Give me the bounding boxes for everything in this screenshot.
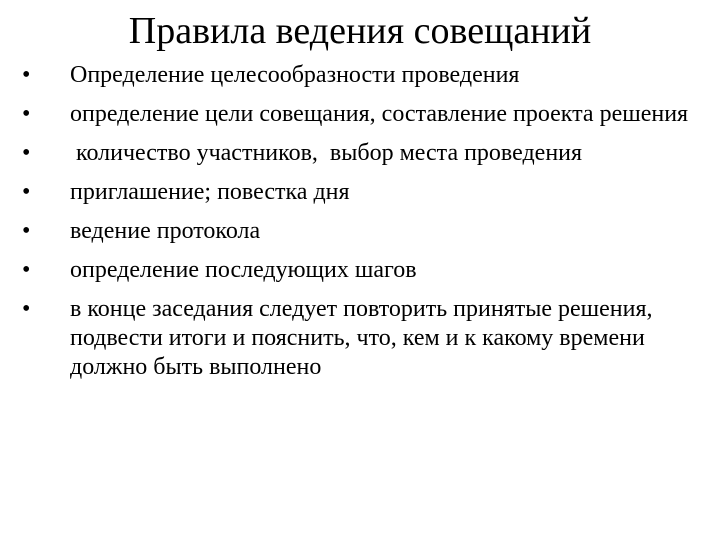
bullet-icon: • bbox=[22, 62, 31, 88]
list-item bbox=[20, 139, 700, 168]
bullet-icon: • bbox=[22, 296, 31, 322]
slide-title: Правила ведения совещаний bbox=[128, 10, 592, 52]
list-item-text: приглашение; повестка дня bbox=[70, 179, 350, 205]
bullet-list bbox=[20, 61, 700, 392]
list-item bbox=[20, 61, 700, 90]
list-item bbox=[20, 178, 700, 207]
bullet-icon: • bbox=[22, 140, 31, 166]
list-item-text: Определение целесообразности проведения bbox=[70, 62, 520, 88]
list-item bbox=[20, 100, 700, 129]
list-item-text: определение последующих шагов bbox=[70, 257, 417, 283]
bullet-icon: • bbox=[22, 179, 31, 205]
list-item bbox=[20, 256, 700, 285]
list-item-text: количество участников, выбор места проведения bbox=[70, 140, 583, 166]
list-item-text: определение цели совещания, составление проекта решения bbox=[70, 101, 689, 127]
list-item bbox=[20, 295, 700, 382]
list-item bbox=[20, 217, 700, 246]
list-item-text: ведение протокола bbox=[70, 218, 261, 244]
bullet-icon: • bbox=[22, 218, 31, 244]
bullet-icon: • bbox=[22, 101, 31, 127]
list-item-text: в конце заседания следует повторить принятые решения, подвести итоги и пояснить, что, кем и к какому времени должно быть выполнено bbox=[70, 296, 653, 380]
bullet-icon: • bbox=[22, 257, 31, 283]
